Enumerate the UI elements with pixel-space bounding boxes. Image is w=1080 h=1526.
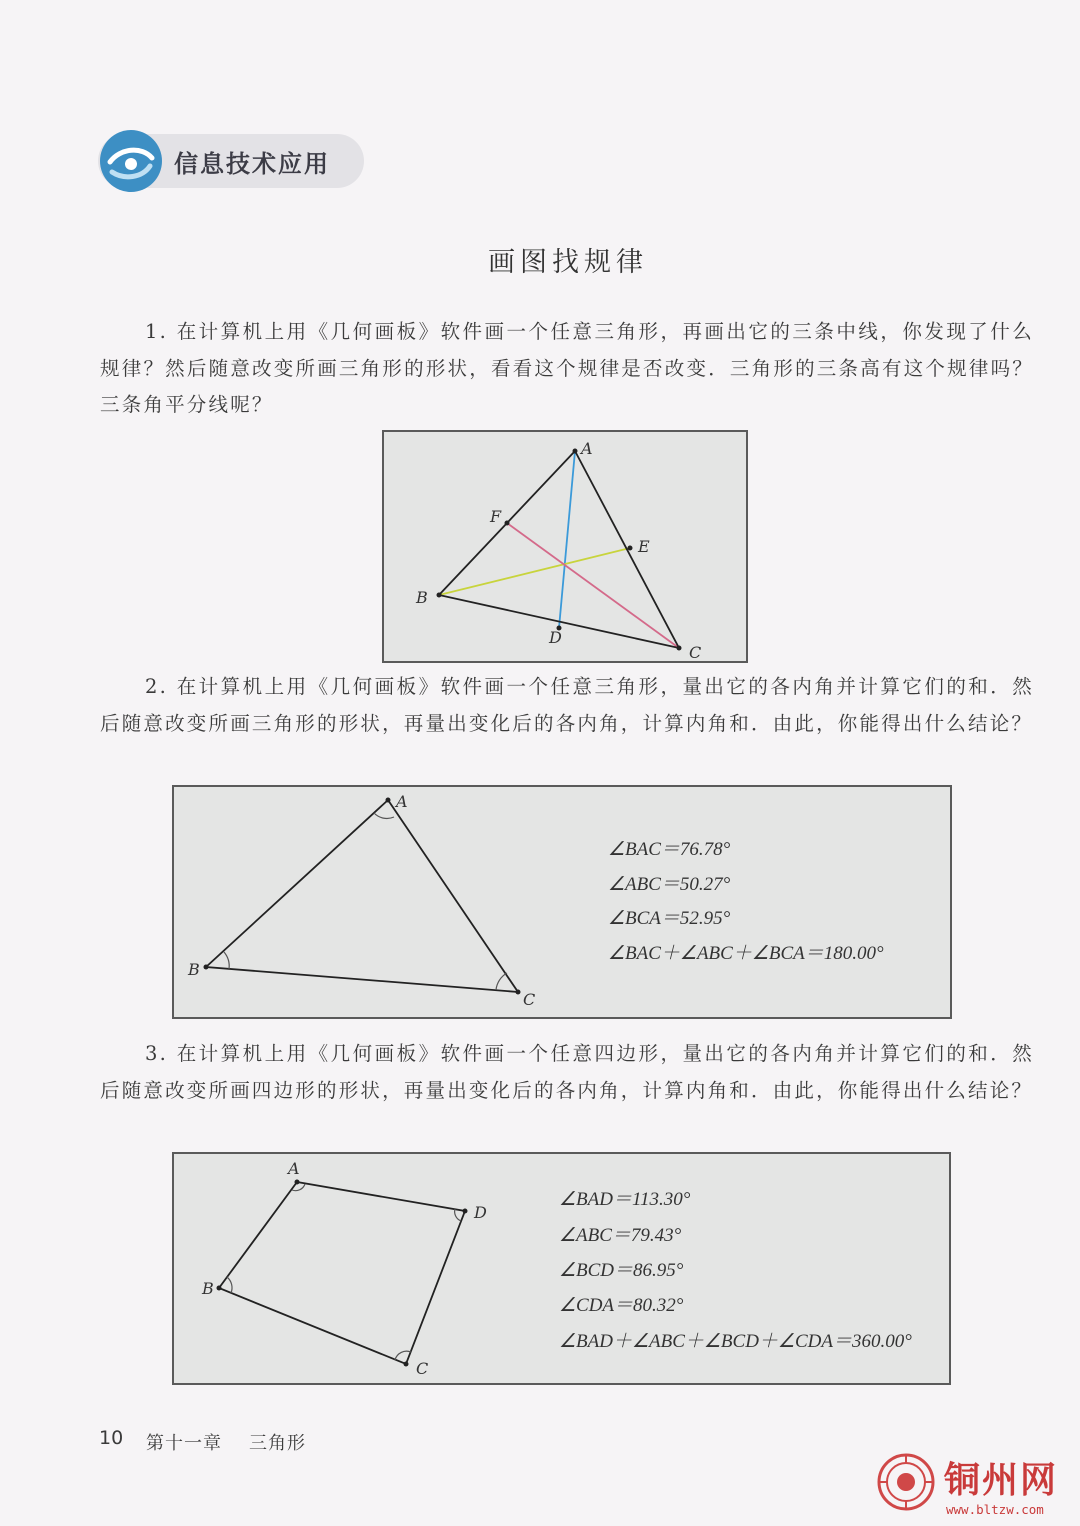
measure-sum: ∠BAD＋∠ABC＋∠BCD＋∠CDA＝360.00° — [559, 1331, 912, 1352]
measure-abc: ∠ABC＝79.43° — [559, 1225, 682, 1246]
label-b: B — [416, 588, 428, 607]
angle-arc-b — [224, 952, 229, 969]
measure-bad: ∠BAD＝113.30° — [559, 1189, 691, 1210]
section-banner — [98, 134, 364, 188]
figure-quadrilateral-angles — [172, 1152, 951, 1385]
label-d: D — [549, 628, 562, 647]
triangle-abc — [206, 800, 518, 992]
measure-abc: ∠ABC＝50.27° — [608, 874, 731, 895]
watermark-url[interactable]: www.bltzw.com — [946, 1502, 1044, 1517]
triangle-angles-diagram — [174, 787, 950, 1017]
label-a: A — [581, 439, 593, 458]
median-from-b — [439, 548, 630, 595]
angle-arc-a — [374, 813, 394, 818]
label-c: C — [523, 990, 536, 1009]
quadrilateral-abcd — [219, 1182, 465, 1364]
question-2: 2. 在计算机上用《几何画板》软件画一个任意三角形，量出它的各内角并计算它们的和．然后随意改变所画三角形的形状，再量出变化后的各内角，计算内角和．由此，你能得出什么结论？ — [100, 675, 1034, 735]
measure-sum: ∠BAC＋∠ABC＋∠BCA＝180.00° — [608, 943, 884, 964]
label-a: A — [288, 1159, 300, 1178]
angle-arc-c — [496, 973, 507, 990]
chapter-title: 三角形 — [249, 1433, 306, 1454]
label-f: F — [490, 507, 502, 526]
question-1: 1. 在计算机上用《几何画板》软件画一个任意三角形，再画出它的三条中线，你发现了什么规律？然后随意改变所画三角形的形状，看看这个规律是否改变．三角形的三条高有这个规律吗？三条角平分线呢？ — [100, 320, 1034, 416]
label-c: C — [416, 1359, 429, 1378]
chapter-label: 第十一章 — [146, 1433, 222, 1454]
label-b: B — [188, 960, 200, 979]
measure-bca: ∠BCA＝52.95° — [608, 908, 731, 929]
label-d: D — [474, 1203, 487, 1222]
page-number: 10 — [99, 1427, 124, 1449]
median-from-a — [559, 451, 575, 628]
label-c: C — [689, 643, 702, 661]
watermark-seal-icon — [876, 1452, 936, 1512]
info-tech-logo-icon — [98, 128, 164, 194]
watermark-site-name: 铜州网 — [944, 1459, 1059, 1501]
label-e: E — [638, 537, 650, 556]
measure-cda: ∠CDA＝80.32° — [559, 1295, 684, 1316]
question-3: 3. 在计算机上用《几何画板》软件画一个任意四边形，量出它的各内角并计算它们的和．然后随意改变所画四边形的形状，再量出变化后的各内角，计算内角和．由此，你能得出什么结论？ — [100, 1042, 1034, 1102]
label-a: A — [396, 792, 408, 811]
figure-triangle-angles — [172, 785, 952, 1019]
banner-title: 信息技术应用 — [174, 150, 330, 178]
measure-bac: ∠BAC＝76.78° — [608, 839, 731, 860]
figure-triangle-medians — [382, 430, 748, 663]
label-b: B — [202, 1279, 214, 1298]
measure-bcd: ∠BCD＝86.95° — [559, 1260, 684, 1281]
triangle-medians-diagram — [384, 432, 746, 661]
page-title: 画图找规律 — [488, 247, 648, 278]
